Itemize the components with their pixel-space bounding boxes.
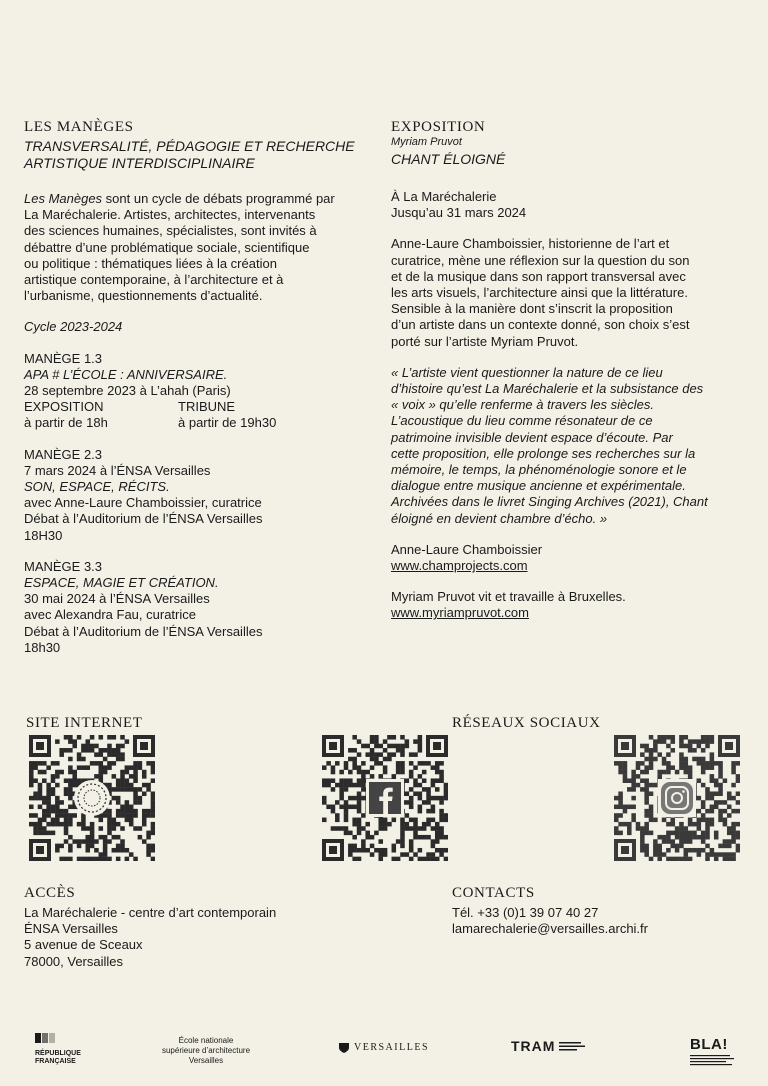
bla-logo	[690, 1036, 734, 1068]
manege-date: 28 septembre 2023 à L’ahah (Paris)	[24, 383, 231, 399]
manege-date: 30 mai 2024 à l’ÉNSA Versailles	[24, 591, 210, 607]
manege-guest: avec Anne-Laure Chamboissier, curatrice	[24, 495, 262, 511]
cycle-label: Cycle 2023-2024	[24, 319, 123, 335]
intro-line: ou politique : thématiques liées à la création	[24, 255, 277, 271]
ensa-text: Versailles	[188, 1056, 224, 1065]
website-qr-code[interactable]	[29, 735, 155, 861]
artist-name: Myriam Pruvot	[391, 136, 462, 148]
section-subtitle: TRANSVERSALITÉ, PÉDAGOGIE ET RECHERCHE	[24, 138, 355, 154]
versailles-text: VERSAILLES	[354, 1041, 429, 1053]
site-heading: SITE INTERNET	[26, 715, 143, 731]
manege-title: MANÈGE 2.3	[24, 446, 103, 462]
ensa-text: École nationale	[178, 1036, 234, 1045]
address-line: 78000, Versailles	[24, 953, 124, 969]
email-address[interactable]: lamarechalerie@versailles.archi.fr	[452, 921, 648, 937]
manege-subtitle: SON, ESPACE, RÉCITS.	[24, 479, 170, 495]
quote-line: mémoire, le temps, la phénoménologie sonore et le	[391, 462, 687, 478]
access-heading: ACCÈS	[24, 885, 76, 901]
description-line: d’un artiste dans un contexte donné, son choix s’est	[391, 317, 690, 333]
description-line: les arts visuels, l’architecture ainsi que la littérature.	[391, 285, 688, 301]
description-line: porté sur l’artiste Myriam Pruvot.	[391, 333, 579, 349]
manege-section	[24, 118, 374, 656]
facebook-qr-code[interactable]	[322, 735, 448, 861]
intro-paragraph: Les Manèges sont un cycle de débats programmé par	[24, 191, 335, 206]
manege-place: Débat à l’Auditorium de l’ÉNSA Versailles	[24, 511, 263, 527]
quote-line: dialogue entre musique ancienne et expérimentale.	[391, 478, 686, 494]
manege-time: 18H30	[24, 527, 63, 543]
exposition-section	[391, 118, 751, 622]
ensa-text: supérieure d’architecture	[161, 1046, 251, 1055]
address-line: ÉNSA Versailles	[24, 921, 118, 937]
ensa-versailles-logo	[150, 1036, 262, 1066]
quote-line: L’acoustique du lieu comme résonateur de ce	[391, 413, 653, 429]
description-line: Anne-Laure Chamboissier, historienne de l’art et	[391, 236, 670, 252]
address-line: 5 avenue de Sceaux	[24, 937, 143, 953]
manege-title: MANÈGE 1.3	[24, 350, 103, 366]
crest-icon	[338, 1041, 350, 1053]
contacts-heading: CONTACTS	[452, 885, 535, 901]
venue: À La Maréchalerie	[391, 189, 497, 204]
description-line: curatrice, mène une réflexion sur la question du son	[391, 252, 690, 268]
contacts-section	[452, 884, 752, 937]
quote-author: Anne-Laure Chamboissier	[391, 541, 543, 557]
schedule-label: TRIBUNE	[178, 399, 236, 415]
quote-line: « L’artiste vient questionner la nature de ce lieu	[391, 364, 663, 380]
marianne-icon	[35, 1033, 55, 1043]
description-line: Sensible à la manière dont s’inscrit la proposition	[391, 301, 673, 317]
schedule-label: EXPOSITION	[24, 399, 104, 415]
manege-place: Débat à l’Auditorium de l’ÉNSA Versailles	[24, 623, 263, 639]
address-line: La Maréchalerie - centre d’art contemporain	[24, 905, 277, 920]
instagram-qr-code[interactable]	[614, 735, 740, 861]
social-heading: RÉSEAUX SOCIAUX	[452, 715, 601, 731]
quote-line: éloigné en devient chambre d’écho. »	[391, 510, 608, 526]
manege-date: 7 mars 2024 à l’ÉNSA Versailles	[24, 462, 211, 478]
dates: Jusqu’au 31 mars 2024	[391, 205, 527, 221]
description-line: et de la musique dans son rapport transversal avec	[391, 268, 686, 284]
quote-line: Archivées dans le livret Singing Archives (2021), Chant	[391, 494, 708, 510]
manege-subtitle: ESPACE, MAGIE ET CRÉATION.	[24, 575, 219, 591]
schedule-time: à partir de 18h	[24, 415, 108, 431]
manege-title: MANÈGE 3.3	[24, 558, 103, 574]
phone-number[interactable]: Tél. +33 (0)1 39 07 40 27	[452, 905, 599, 920]
rf-text: RÉPUBLIQUE	[35, 1050, 81, 1057]
access-section	[24, 884, 404, 970]
intro-line: artistique contemporaine, à l’architecture et à	[24, 272, 284, 288]
exhibition-title: CHANT ÉLOIGNÉ	[391, 151, 506, 167]
intro-line: La Maréchalerie. Artistes, architectes, intervenants	[24, 207, 316, 223]
artist-bio: Myriam Pruvot vit et travaille à Bruxelles.	[391, 589, 626, 605]
manege-subtitle: APA # L’ÉCOLE : ANNIVERSAIRE.	[24, 366, 228, 382]
tram-text: TRAM	[511, 1038, 556, 1054]
quote-line: « voix » qu’elle renferme à travers les siècles.	[391, 397, 655, 413]
quote-line: cette proposition, elle prolonge ses recherches sur la	[391, 445, 696, 461]
intro-line: l’urbanisme, questionnements d’actualité.	[24, 288, 263, 304]
intro-line: débattre d’une problématique sociale, scientifique	[24, 239, 310, 255]
rf-text: FRANÇAISE	[35, 1058, 76, 1065]
manege-guest: avec Alexandra Fau, curatrice	[24, 607, 196, 623]
republique-francaise-logo	[35, 1030, 81, 1066]
bla-tagline-mark	[690, 1054, 734, 1068]
author-website-link[interactable]: www.champrojects.com	[391, 558, 528, 574]
tram-tagline-mark	[559, 1041, 585, 1051]
bla-text: BLA!	[690, 1036, 728, 1053]
intro-line: des sciences humaines, spécialistes, sont invités à	[24, 223, 317, 239]
versailles-logo	[338, 1041, 429, 1053]
artist-website-link[interactable]: www.myriampruvot.com	[391, 605, 529, 621]
section-heading: LES MANÈGES	[24, 119, 134, 135]
section-subtitle: ARTISTIQUE INTERDISCIPLINAIRE	[24, 155, 255, 171]
quote-line: patrimoine invisible devient espace d’écoute. Par	[391, 429, 673, 445]
manege-schedule	[24, 399, 374, 431]
manege-time: 18h30	[24, 639, 61, 655]
section-heading: EXPOSITION	[391, 119, 486, 135]
quote-line: d’histoire qu’est La Maréchalerie et la subsistance des	[391, 381, 704, 397]
tram-logo	[511, 1038, 585, 1054]
schedule-time: à partir de 19h30	[178, 415, 277, 431]
